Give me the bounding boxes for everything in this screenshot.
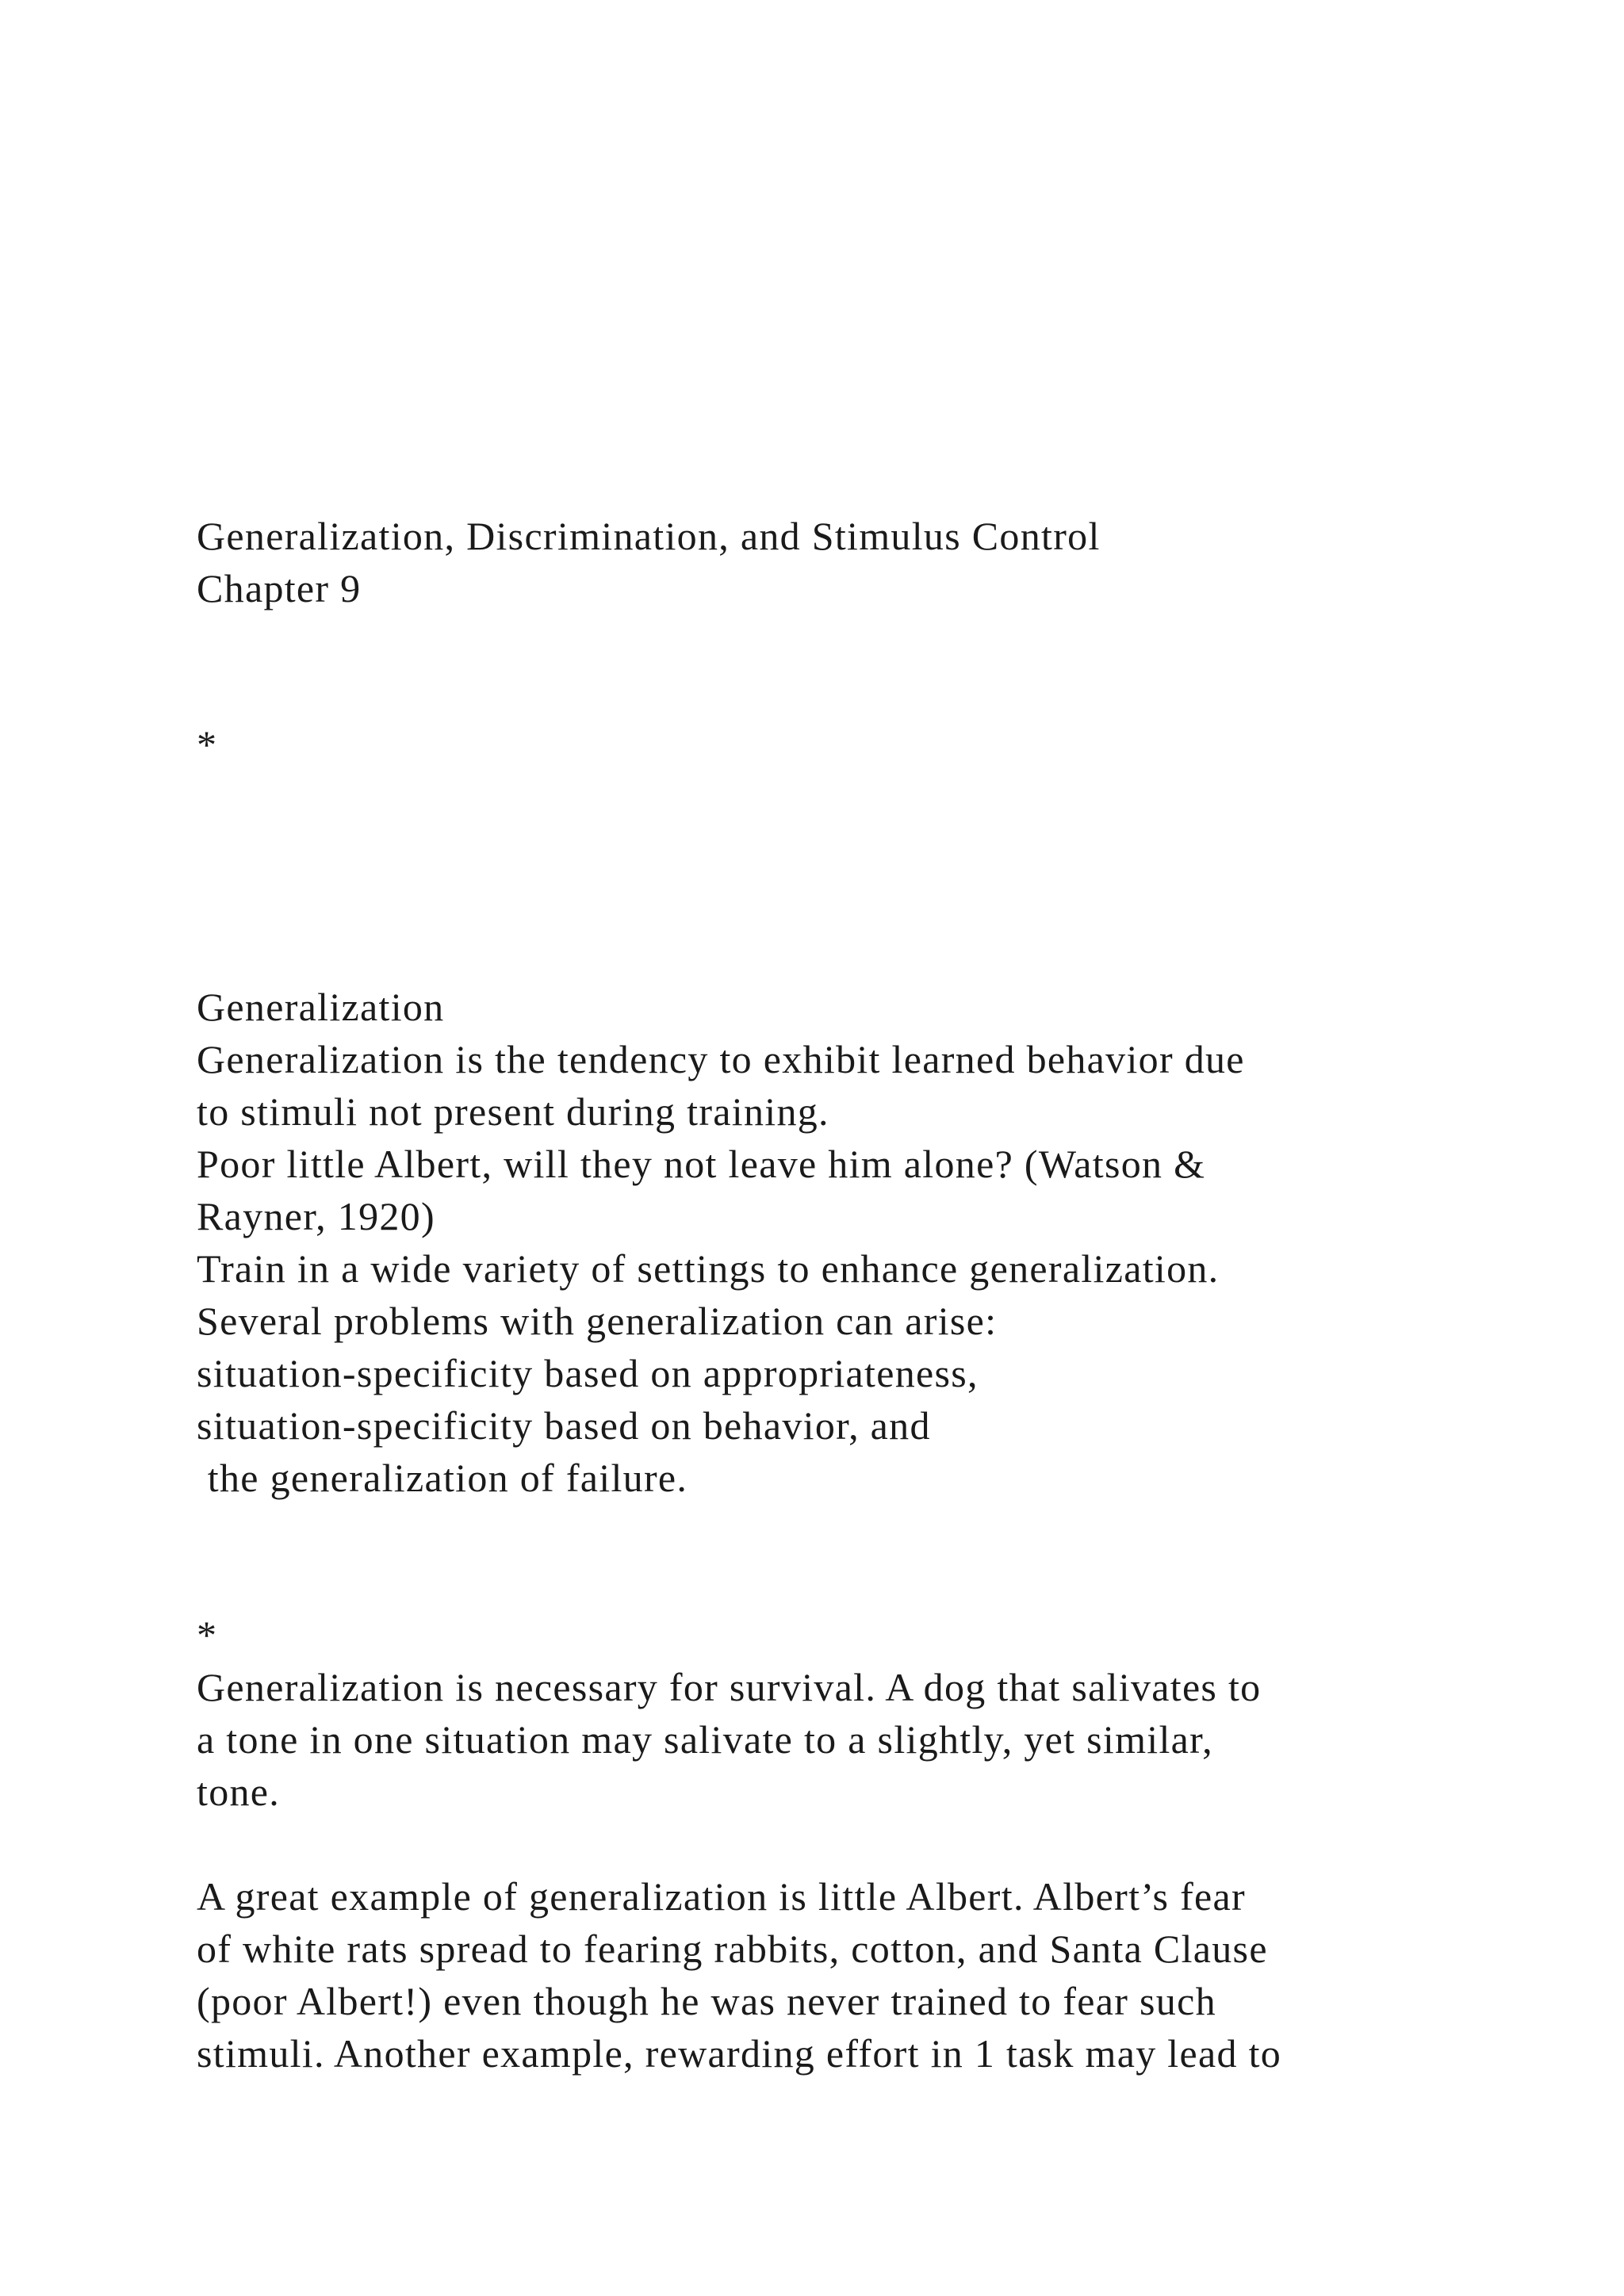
chapter-label: Chapter 9: [197, 566, 362, 610]
section-heading: Generalization: [197, 985, 445, 1029]
text-line: A great example of generalization is little Albert. Albert’s fear: [197, 1874, 1246, 1919]
text-line: Generalization is the tendency to exhibit learned behavior due: [197, 1037, 1245, 1081]
text-line: Several problems with generalization can arise:: [197, 1299, 998, 1343]
text-line: stimuli. Another example, rewarding effort in 1 task may lead to: [197, 2031, 1282, 2076]
text-line: a tone in one situation may salivate to a slightly, yet similar,: [197, 1717, 1213, 1762]
text-line: Poor little Albert, will they not leave him alone? (Watson &: [197, 1142, 1206, 1186]
text-line: situation-specificity based on appropriateness,: [197, 1351, 979, 1395]
text-line: tone.: [197, 1770, 281, 1814]
text-line: Train in a wide variety of settings to enhance generalization.: [197, 1246, 1220, 1291]
text-line: Rayner, 1920): [197, 1194, 435, 1238]
document-title: Generalization, Discrimination, and Stimulus Control: [197, 514, 1101, 558]
text-line: Generalization is necessary for survival. A dog that salivates to: [197, 1665, 1262, 1709]
text-line: to stimuli not present during training.: [197, 1089, 829, 1134]
text-line: situation-specificity based on behavior, and: [197, 1403, 931, 1448]
text-line: the generalization of failure.: [197, 1456, 688, 1500]
slide-separator: *: [197, 1613, 218, 1657]
text-line: (poor Albert!) even though he was never trained to fear such: [197, 1979, 1216, 2023]
slide-separator: *: [197, 722, 218, 767]
text-line: of white rats spread to fearing rabbits, cotton, and Santa Clause: [197, 1927, 1268, 1971]
